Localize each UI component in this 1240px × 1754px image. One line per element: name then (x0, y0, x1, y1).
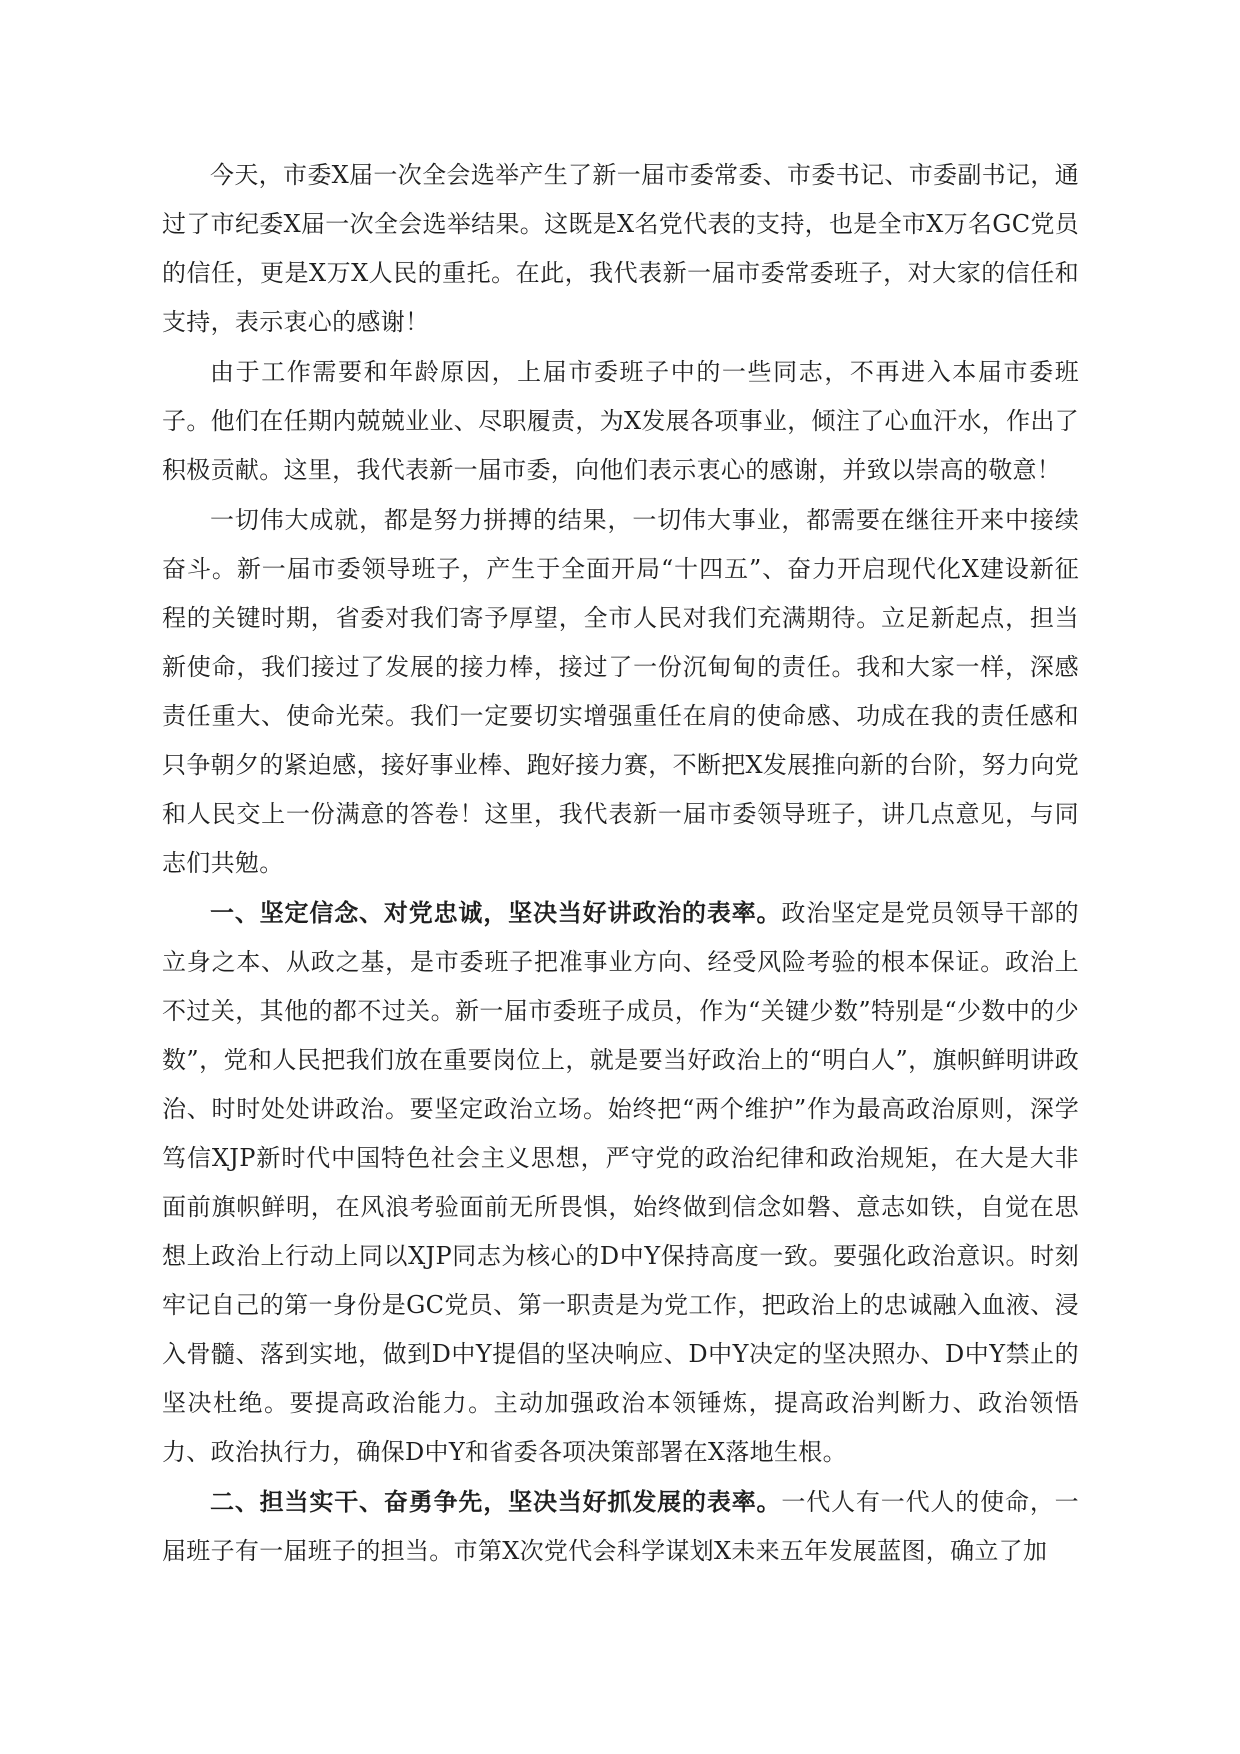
paragraph-4-text: 政治坚定是党员领导干部的立身之本、从政之基，是市委班子把准事业方向、经受风险考验的根本保证。政治上不过关，其他的都不过关。新一届市委班子成员，作为“关键少数”特别是“少数中的少数”，党和人民把我们放在重要岗位上，就是要当好政治上的“明白人”，旗帜鲜明讲政治、时时处处讲政治。要坚定政治立场。始终把“两个维护”作为最高政治原则，深学笃信XJP新时代中国特色社会主义思想，严守党的政治纪律和政治规矩，在大是大非面前旗帜鲜明，在风浪考验面前无所畏惧，始终做到信念如磐、意志如铁，自觉在思想上政治上行动上同以XJP同志为核心的D中Y保持高度一致。要强化政治意识。时刻牢记自己的第一身份是GC党员、第一职责是为党工作，把政治上的忠诚融入血液、浸入骨髓、落到实地，做到D中Y提倡的坚决响应、D中Y决定的坚决照办、D中Y禁止的坚决杜绝。要提高政治能力。主动加强政治本领锤炼，提高政治判断力、政治领悟力、政治执行力，确保D中Y和省委各项决策部署在X落地生根。 (162, 899, 1079, 1466)
document-body (162, 150, 1079, 1576)
paragraph-2-text: 由于工作需要和年龄原因，上届市委班子中的一些同志，不再进入本届市委班子。他们在任期内兢兢业业、尽职履责，为X发展各项事业，倾注了心血汗水，作出了积极贡献。这里，我代表新一届市委，向他们表示衷心的感谢，并致以崇高的敬意！ (162, 358, 1079, 484)
paragraph-5 (162, 1477, 1079, 1576)
section-heading-1: 一、坚定信念、对党忠诚，坚决当好讲政治的表率。 (210, 898, 782, 927)
paragraph-2 (162, 347, 1079, 495)
section-heading-2: 二、担当实干、奋勇争先，坚决当好抓发展的表率。 (210, 1487, 782, 1516)
paragraph-1-text: 今天，市委X届一次全会选举产生了新一届市委常委、市委书记、市委副书记，通过了市纪委X届一次全会选举结果。这既是X名党代表的支持，也是全市X万名GC党员的信任，更是X万X人民的重托。在此，我代表新一届市委常委班子，对大家的信任和支持，表示衷心的感谢！ (162, 161, 1079, 336)
paragraph-3 (162, 495, 1079, 888)
paragraph-1 (162, 150, 1079, 347)
paragraph-3-text: 一切伟大成就，都是努力拼搏的结果，一切伟大事业，都需要在继往开来中接续奋斗。新一届市委领导班子，产生于全面开局“十四五”、奋力开启现代化X建设新征程的关键时期，省委对我们寄予厚望，全市人民对我们充满期待。立足新起点，担当新使命，我们接过了发展的接力棒，接过了一份沉甸甸的责任。我和大家一样，深感责任重大、使命光荣。我们一定要切实增强重任在肩的使命感、功成在我的责任感和只争朝夕的紧迫感，接好事业棒、跑好接力赛，不断把X发展推向新的台阶，努力向党和人民交上一份满意的答卷！这里，我代表新一届市委领导班子，讲几点意见，与同志们共勉。 (162, 506, 1079, 877)
paragraph-4 (162, 888, 1079, 1477)
paragraph-5-text: 一代人有一代人的使命，一届班子有一届班子的担当。市第X次党代会科学谋划X未来五年发展蓝图，确立了加 (162, 1488, 1079, 1565)
